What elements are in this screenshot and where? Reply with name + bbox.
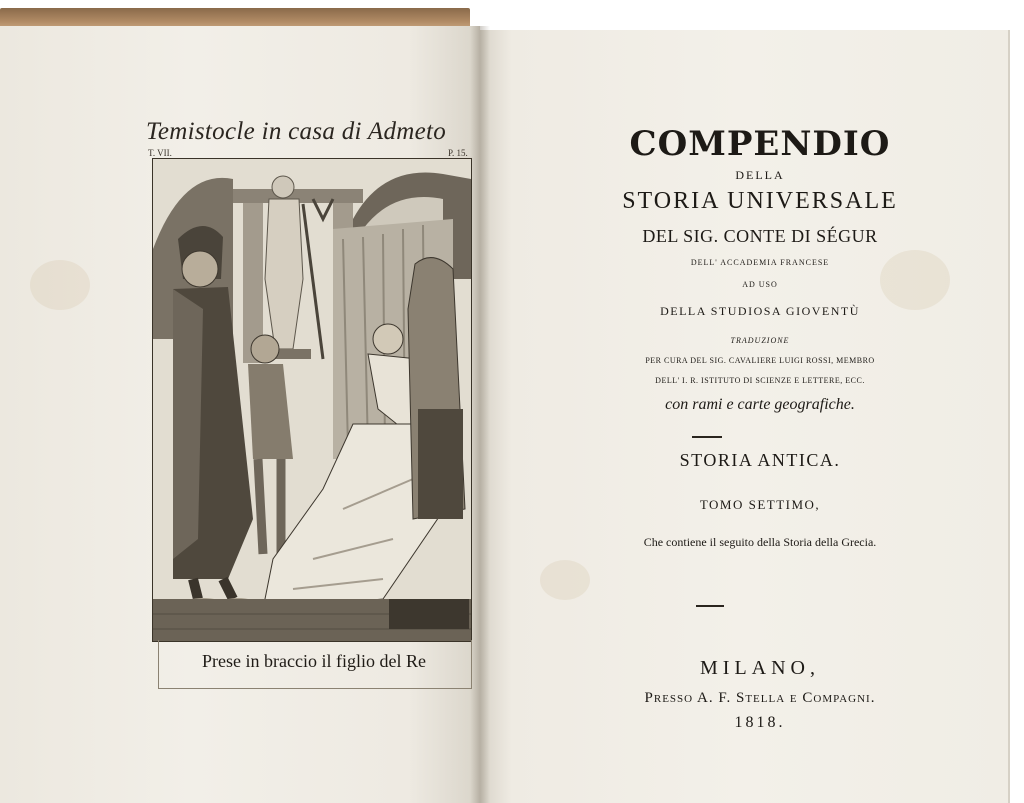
- volume-label: TOMO SETTIMO,: [699, 497, 821, 512]
- foxing-stain: [30, 260, 90, 310]
- volume-contents: Che contiene il seguito della Storia della Grecia.: [643, 535, 877, 549]
- institute-line: DELL' I. R. ISTITUTO DI SCIENZE E LETTERE, ECC.: [655, 376, 865, 385]
- illustrations-note: con rami e carte geografiche.: [665, 396, 855, 413]
- title-della: DELLA: [735, 168, 785, 182]
- ornamental-rule: [692, 436, 722, 438]
- foxing-stain: [540, 560, 590, 600]
- title-compendio: COMPENDIO: [629, 124, 891, 164]
- engraving-plate: [152, 158, 472, 642]
- title-storia-universale: STORIA UNIVERSALE: [622, 188, 898, 214]
- imprint-city: MILANO,: [700, 657, 820, 679]
- author-line: DEL SIG. CONTE DI SÉGUR: [642, 226, 878, 246]
- plate-title: Temistocle in casa di Admeto: [146, 118, 447, 145]
- imprint-publisher: Presso A. F. Stella e Compagni.: [644, 690, 876, 706]
- plate-caption: Prese in braccio il figlio del Re: [202, 651, 426, 671]
- plate-mark-volume: T. VII.: [148, 148, 172, 158]
- audience-line: DELLA STUDIOSA GIOVENTÙ: [660, 304, 860, 318]
- imprint-year: 1818.: [734, 714, 786, 731]
- section-title: STORIA ANTICA.: [679, 450, 841, 470]
- translation-label: TRADUZIONE: [730, 336, 790, 345]
- academy-line: DELL' ACCADEMIA FRANCESE: [690, 258, 830, 267]
- plate-mark-page: P. 15.: [448, 148, 468, 158]
- translator-line: PER CURA DEL SIG. CAVALIERE LUIGI ROSSI, MEMBRO: [645, 356, 875, 365]
- ad-uso-line: AD USO: [742, 280, 778, 289]
- engraving-illustration: [153, 159, 471, 641]
- ornamental-rule: [696, 605, 724, 607]
